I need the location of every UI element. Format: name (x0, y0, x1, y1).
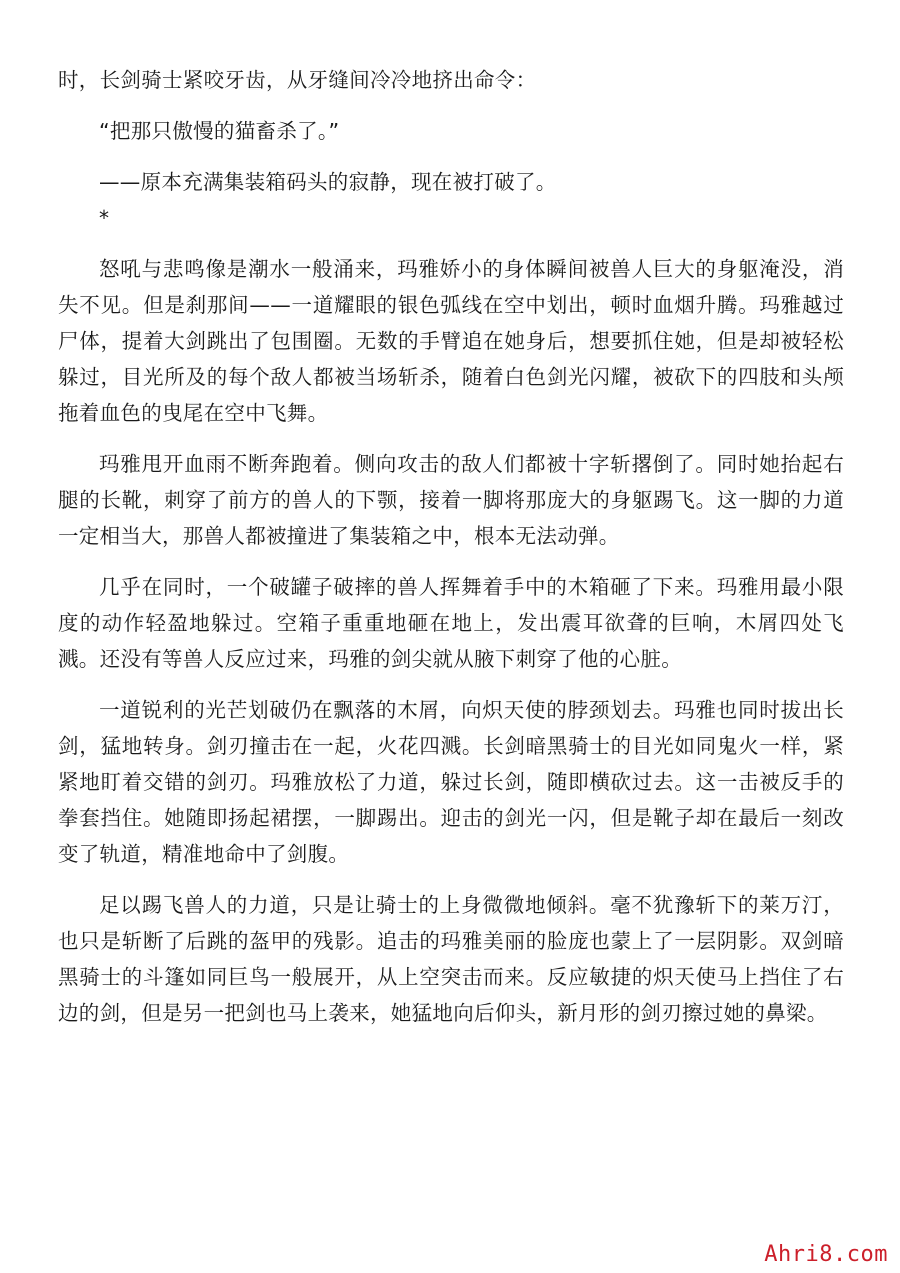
paragraph-body: 怒吼与悲鸣像是潮水一般涌来，玛雅娇小的身体瞬间被兽人巨大的身躯淹没，消失不见。但是刹那间——一道耀眼的银色弧线在空中划出，顿时血烟升腾。玛雅越过尸体，提着大剑跳出了包围圈。无数的手臂追在她身后，想要抓住她，但是却被轻松躲过，目光所及的每个敌人都被当场斩杀，随着白色剑光闪耀，被砍下的四肢和头颅拖着血色的曳尾在空中飞舞。 (58, 257, 844, 425)
paragraph-body: 一道锐利的光芒划破仍在飘落的木屑，向炽天使的脖颈划去。玛雅也同时拔出长剑，猛地转身。剑刃撞击在一起，火花四溅。长剑暗黑骑士的目光如同鬼火一样，紧紧地盯着交错的剑刃。玛雅放松了力道，躲过长剑，随即横砍过去。这一击被反手的拳套挡住。她随即扬起裙摆，一脚踢出。迎击的剑光一闪，但是靴子却在最后一刻改变了轨道，精准地命中了剑腹。 (58, 698, 844, 866)
paragraph-body: 几乎在同时，一个破罐子破摔的兽人挥舞着手中的木箱砸了下来。玛雅用最小限度的动作轻盈地躲过。空箱子重重地砸在地上，发出震耳欲聋的巨响，木屑四处飞溅。还没有等兽人反应过来，玛雅的剑尖就从腋下刺穿了他的心脏。 (58, 575, 844, 671)
paragraph-body: 玛雅甩开血雨不断奔跑着。侧向攻击的敌人们都被十字斩撂倒了。同时她抬起右腿的长靴，刺穿了前方的兽人的下颚，接着一脚将那庞大的身躯踢飞。这一脚的力道一定相当大，那兽人都被撞进了集装箱之中，根本无法动弹。 (58, 452, 844, 548)
paragraph-dialogue: “把那只傲慢的猫畜杀了。” (99, 119, 340, 143)
scene-break-asterisk: * (99, 206, 109, 230)
document-page (58, 62, 844, 1031)
paragraph-body: 足以踢飞兽人的力道，只是让骑士的上身微微地倾斜。毫不犹豫斩下的莱万汀，也只是斩断了后跳的盔甲的残影。追击的玛雅美丽的脸庞也蒙上了一层阴影。双剑暗黑骑士的斗篷如同巨鸟一般展开，从上空突击而来。反应敏捷的炽天使马上挡住了右边的剑，但是另一把剑也马上袭来，她猛地向后仰头，新月形的剑刃擦过她的鼻梁。 (58, 893, 844, 1025)
paragraph-continuation: 时，长剑骑士紧咬牙齿，从牙缝间冷冷地挤出命令： (58, 68, 537, 92)
paragraph-dash-line: ——原本充满集装箱码头的寂静，现在被打破了。 (99, 170, 557, 194)
site-watermark: Ahri8.com (764, 1242, 888, 1267)
